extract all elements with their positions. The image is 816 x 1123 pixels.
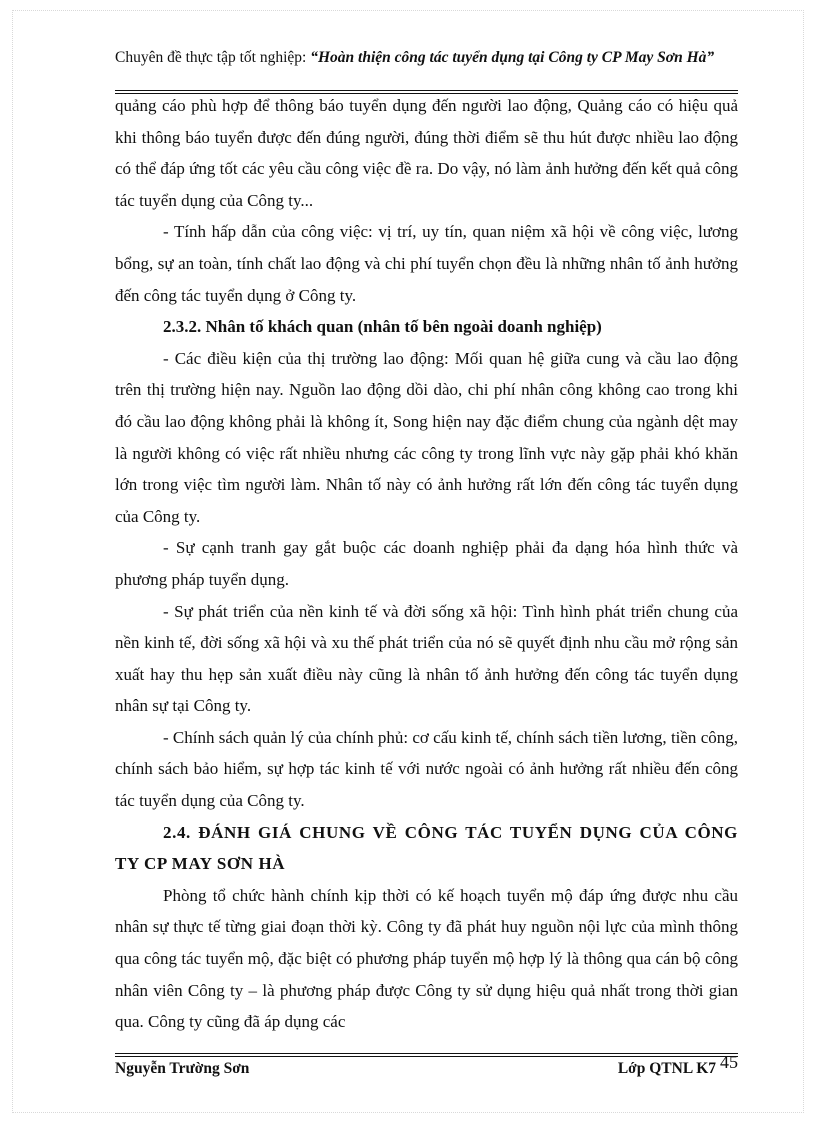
footer-divider <box>115 1053 738 1057</box>
document-body <box>115 90 738 1038</box>
page-number: 45 <box>720 1052 738 1072</box>
running-header <box>115 48 738 68</box>
paragraph-advertising: quảng cáo phù hợp để thông báo tuyển dụng đến người lao động, Quảng cáo có hiệu quả khi thông báo tuyển được đến đúng người, đúng thời điểm sẽ thu hút được nhiều lao động có thể đáp ứng tốt các yêu cầu công việc đề ra. Do vậy, nó làm ảnh hưởng đến kết quả công tác tuyển dụng của Công ty... <box>115 96 738 210</box>
section-heading-2-4: 2.4. ĐÁNH GIÁ CHUNG VỀ CÔNG TÁC TUYỂN DỤNG CỦA CÔNG TY CP MAY SƠN HÀ <box>115 822 738 874</box>
footer-class: Lớp QTNL K7 <box>617 1060 716 1077</box>
paragraph-competition: - Sự cạnh tranh gay gắt buộc các doanh nghiệp phải đa dạng hóa hình thức và phương pháp tuyển dụng. <box>115 538 738 589</box>
paragraph-economic-development: - Sự phát triển của nền kinh tế và đời sống xã hội: Tình hình phát triển chung của nền kinh tế, đời sống xã hội và xu thế phát triển của nó sẽ quyết định nhu cầu mở rộng sản xuất hay thu hẹp sản xuất điều này cũng là nhân tố ảnh hưởng đến công tác tuyển dụng nhân sự tại Công ty. <box>115 601 738 716</box>
paragraph-government-policy: - Chính sách quản lý của chính phủ: cơ cấu kinh tế, chính sách tiền lương, tiền công, chính sách bảo hiểm, sự hợp tác kinh tế với nước ngoài có ảnh hưởng rất nhiều đến công tác tuyển dụng của Công ty. <box>115 727 738 811</box>
header-prefix: Chuyên đề thực tập tốt nghiệp: <box>115 49 307 66</box>
paragraph-job-attractiveness: - Tính hấp dẫn của công việc: vị trí, uy tín, quan niệm xã hội về công việc, lương bổng, sự an toàn, tính chất lao động và chi phí tuyển chọn đều là những nhân tố ảnh hưởng đến công tác tuyển dụng ở Công ty. <box>115 222 738 305</box>
paragraph-labor-market: - Các điều kiện của thị trường lao động: Mối quan hệ giữa cung và cầu lao động trên thị trường hiện nay. Nguồn lao động dồi dào, chi phí nhân công không cao trong khi đó cầu lao động không phải là không ít, Song hiện nay đặc điểm chung của ngành dệt may là người không có việc rất nhiều nhưng các công ty trong lĩnh vực này gặp phải khó khăn lớn trong việc tìm người làm. Nhân tố này có ảnh hưởng rất lớn đến công tác tuyển dụng của Công ty. <box>115 348 738 526</box>
paragraph-general-assessment: Phòng tổ chức hành chính kịp thời có kế hoạch tuyển mộ đáp ứng được nhu cầu nhân sự thực tế từng giai đoạn thời kỳ. Công ty đã phát huy nguồn nội lực của mình thông qua công tác tuyển mộ, đặc biệt có phương pháp tuyển mộ hợp lý là thông qua cán bộ công nhân viên Công ty – là phương pháp được Công ty sử dụng hiệu quả nhất trong thời gian qua. Công ty cũng đã áp dụng các <box>115 885 738 1032</box>
subsection-heading-2-3-2: 2.3.2. Nhân tố khách quan (nhân tố bên ngoài doanh nghiệp) <box>163 317 602 337</box>
header-title: “Hoàn thiện công tác tuyển dụng tại Công ty CP May Sơn Hà” <box>310 49 715 66</box>
footer-author: Nguyễn Trường Sơn <box>115 1060 250 1077</box>
